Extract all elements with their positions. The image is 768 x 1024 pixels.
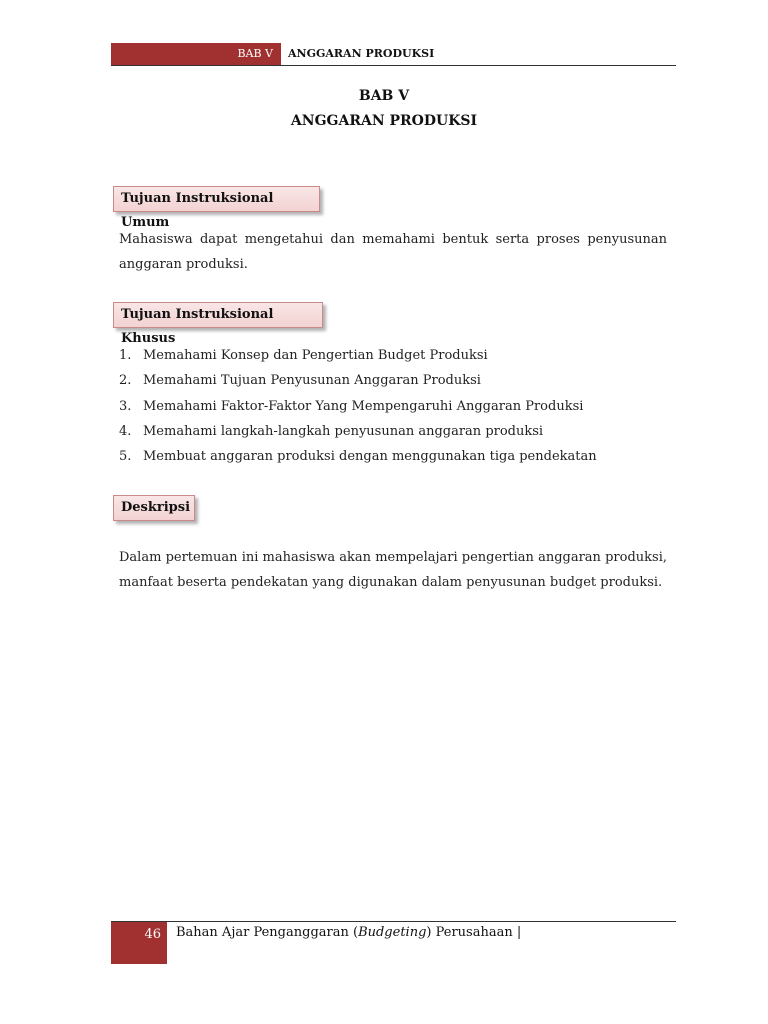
chapter-number: BAB V: [358, 88, 410, 104]
footer-text-after: ) Perusahaan |: [426, 925, 522, 940]
tik-list: [119, 343, 597, 469]
list-item-text: Memahami Faktor-Faktor Yang Mempengaruhi Anggaran Produksi: [143, 398, 584, 414]
list-item-text: Memahami Konsep dan Pengertian Budget Produksi: [143, 348, 488, 363]
section-label-tiu: Tujuan Instruksional Umum: [113, 186, 320, 212]
list-item: [119, 368, 597, 393]
deskripsi-paragraph: Dalam pertemuan ini mahasiswa akan mempelajari pengertian anggaran produksi, manfaat beserta pendekatan yang digunakan dalam penyusunan budget produksi.: [119, 550, 667, 590]
list-item: [119, 444, 597, 469]
section-label-deskripsi: Deskripsi: [113, 495, 195, 521]
list-item-text: Memahami Tujuan Penyusunan Anggaran Produksi: [143, 373, 481, 389]
list-item-text: Membuat anggaran produksi dengan menggunakan tiga pendekatan: [143, 449, 597, 465]
tiu-paragraph: Mahasiswa dapat mengetahui dan memahami bentuk serta proses penyusunan anggaran produksi.: [119, 232, 667, 272]
list-item-number: 1.: [119, 348, 132, 363]
header-title: ANGGARAN PRODUKSI: [288, 47, 435, 60]
list-item: [119, 343, 597, 368]
footer-divider: [111, 921, 676, 922]
header-chapter-tag: BAB V: [111, 43, 281, 65]
list-item-number: 5.: [119, 449, 132, 465]
list-item-number: 4.: [119, 423, 132, 439]
footer-text-before: Bahan Ajar Penganggaran (: [176, 925, 359, 940]
footer-text-italic: Budgeting: [358, 925, 427, 940]
header-divider: [111, 65, 676, 66]
footer-text: [176, 925, 521, 940]
list-item-number: 2.: [119, 373, 132, 389]
list-item-number: 3.: [119, 398, 132, 414]
list-item: [119, 394, 597, 419]
list-item: [119, 419, 597, 444]
section-label-tik: Tujuan Instruksional Khusus: [113, 302, 323, 328]
chapter-title: ANGGARAN PRODUKSI: [290, 113, 478, 129]
list-item-text: Memahami langkah-langkah penyusunan anggaran produksi: [143, 423, 544, 439]
page-number: 46: [111, 922, 167, 964]
